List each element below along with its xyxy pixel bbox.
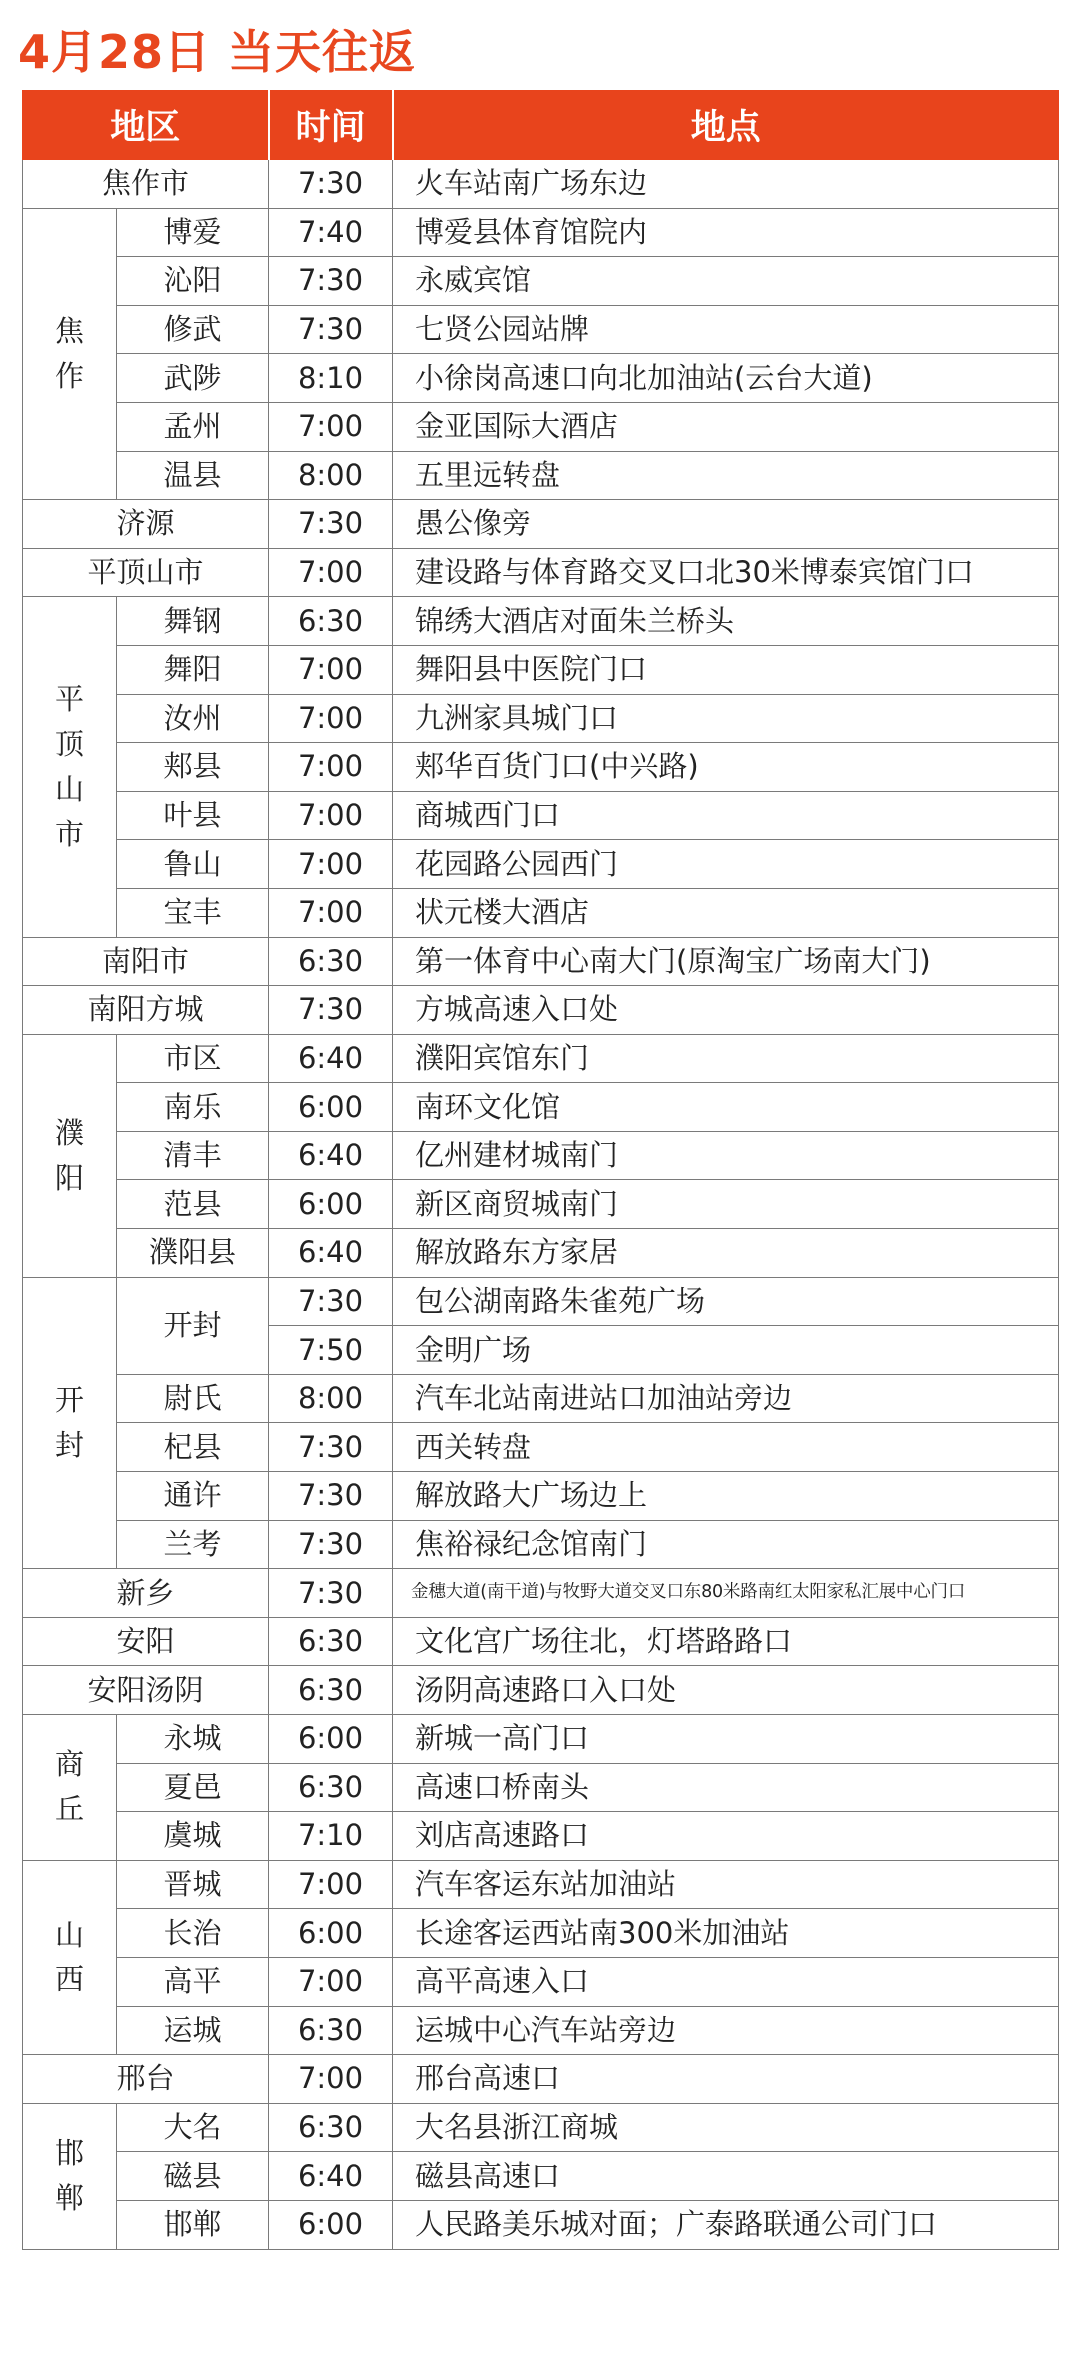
header-time: 时间 <box>269 91 393 160</box>
region-cell: 济源 <box>23 500 269 549</box>
table-row <box>23 2006 1059 2055</box>
place-cell: 新城一高门口 <box>393 1715 1059 1764</box>
time-cell: 7:00 <box>269 645 393 694</box>
subregion-cell: 通许 <box>117 1472 269 1521</box>
place-cell: 解放路东方家居 <box>393 1229 1059 1278</box>
table-row <box>23 645 1059 694</box>
place-cell: 博爱县体育馆院内 <box>393 208 1059 257</box>
time-cell: 7:00 <box>269 1860 393 1909</box>
place-cell: 刘店高速路口 <box>393 1812 1059 1861</box>
subregion-cell: 叶县 <box>117 791 269 840</box>
table-row <box>23 1860 1059 1909</box>
time-cell: 6:30 <box>269 1763 393 1812</box>
time-cell: 7:30 <box>269 986 393 1035</box>
subregion-cell: 温县 <box>117 451 269 500</box>
subregion-cell: 博爱 <box>117 208 269 257</box>
time-cell: 7:30 <box>269 1520 393 1569</box>
place-cell: 邢台高速口 <box>393 2055 1059 2104</box>
subregion-cell: 舞阳 <box>117 645 269 694</box>
table-row <box>23 2055 1059 2104</box>
time-cell: 7:30 <box>269 257 393 306</box>
place-cell: 长途客运西站南300米加油站 <box>393 1909 1059 1958</box>
place-cell: 文化宫广场往北，灯塔路路口 <box>393 1617 1059 1666</box>
subregion-cell: 沁阳 <box>117 257 269 306</box>
table-row <box>23 1277 1059 1326</box>
place-cell: 舞阳县中医院门口 <box>393 645 1059 694</box>
subregion-cell: 濮阳县 <box>117 1229 269 1278</box>
place-cell: 商城西门口 <box>393 791 1059 840</box>
region-cell: 平顶山市 <box>23 548 269 597</box>
place-cell: 汤阴高速路口入口处 <box>393 1666 1059 1715</box>
table-row <box>23 1957 1059 2006</box>
subregion-cell: 尉氏 <box>117 1374 269 1423</box>
table-row <box>23 1180 1059 1229</box>
table-row <box>23 1715 1059 1764</box>
table-row <box>23 160 1059 209</box>
subregion-cell: 鲁山 <box>117 840 269 889</box>
table-row <box>23 354 1059 403</box>
group-label: 山西 <box>54 1917 84 1997</box>
place-cell: 第一体育中心南大门(原淘宝广场南大门) <box>393 937 1059 986</box>
table-row <box>23 257 1059 306</box>
table-row <box>23 1131 1059 1180</box>
time-cell: 7:30 <box>269 1472 393 1521</box>
subregion-cell: 清丰 <box>117 1131 269 1180</box>
place-cell: 花园路公园西门 <box>393 840 1059 889</box>
place-cell: 濮阳宾馆东门 <box>393 1034 1059 1083</box>
time-cell: 6:00 <box>269 1909 393 1958</box>
place-cell: 焦裕禄纪念馆南门 <box>393 1520 1059 1569</box>
time-cell: 7:00 <box>269 743 393 792</box>
table-row <box>23 548 1059 597</box>
group-label: 焦作 <box>54 313 84 393</box>
subregion-cell: 永城 <box>117 1715 269 1764</box>
schedule-table <box>22 90 1059 2250</box>
time-cell: 8:00 <box>269 1374 393 1423</box>
subregion-cell: 汝州 <box>117 694 269 743</box>
time-cell: 6:30 <box>269 937 393 986</box>
time-cell: 7:30 <box>269 500 393 549</box>
time-cell: 6:30 <box>269 2006 393 2055</box>
place-cell: 金亚国际大酒店 <box>393 402 1059 451</box>
time-cell: 6:30 <box>269 2103 393 2152</box>
place-cell: 高平高速入口 <box>393 1957 1059 2006</box>
table-row <box>23 2200 1059 2249</box>
table-header-row <box>23 91 1059 160</box>
place-cell: 五里远转盘 <box>393 451 1059 500</box>
time-cell: 7:00 <box>269 694 393 743</box>
table-row <box>23 402 1059 451</box>
time-cell: 7:10 <box>269 1812 393 1861</box>
time-cell: 6:40 <box>269 1034 393 1083</box>
time-cell: 6:40 <box>269 1229 393 1278</box>
table-row <box>23 500 1059 549</box>
subregion-cell: 邯郸 <box>117 2200 269 2249</box>
place-cell: 愚公像旁 <box>393 500 1059 549</box>
time-cell: 7:40 <box>269 208 393 257</box>
subregion-cell: 大名 <box>117 2103 269 2152</box>
time-cell: 7:50 <box>269 1326 393 1375</box>
table-row <box>23 451 1059 500</box>
time-cell: 7:00 <box>269 791 393 840</box>
subregion-cell: 长治 <box>117 1909 269 1958</box>
place-cell: 郏华百货门口(中兴路) <box>393 743 1059 792</box>
table-row <box>23 986 1059 1035</box>
header-place: 地点 <box>393 91 1059 160</box>
time-cell: 6:40 <box>269 1131 393 1180</box>
group-cell <box>23 597 117 937</box>
table-row <box>23 1666 1059 1715</box>
place-cell: 小徐岗高速口向北加油站(云台大道) <box>393 354 1059 403</box>
subregion-cell: 开封 <box>117 1277 269 1374</box>
region-cell: 安阳汤阴 <box>23 1666 269 1715</box>
place-cell: 解放路大广场边上 <box>393 1472 1059 1521</box>
place-cell: 汽车客运东站加油站 <box>393 1860 1059 1909</box>
place-cell: 金明广场 <box>393 1326 1059 1375</box>
place-cell: 火车站南广场东边 <box>393 160 1059 209</box>
time-cell: 7:30 <box>269 1423 393 1472</box>
table-row <box>23 937 1059 986</box>
time-cell: 7:00 <box>269 2055 393 2104</box>
table-row <box>23 791 1059 840</box>
time-cell: 7:30 <box>269 160 393 209</box>
place-cell: 金穗大道(南干道)与牧野大道交叉口东80米路南红太阳家私汇展中心门口 <box>393 1569 1059 1618</box>
group-label: 商丘 <box>54 1747 84 1827</box>
place-cell: 建设路与体育路交叉口北30米博泰宾馆门口 <box>393 548 1059 597</box>
group-label: 开封 <box>54 1383 84 1462</box>
subregion-cell: 虞城 <box>117 1812 269 1861</box>
page-title: 4月28日 当天往返 <box>18 25 417 79</box>
table-row <box>23 1569 1059 1618</box>
group-cell <box>23 1715 117 1861</box>
table-row <box>23 694 1059 743</box>
place-cell: 西关转盘 <box>393 1423 1059 1472</box>
place-cell: 新区商贸城南门 <box>393 1180 1059 1229</box>
region-cell: 焦作市 <box>23 160 269 209</box>
group-cell <box>23 1034 117 1277</box>
table-row <box>23 888 1059 937</box>
group-cell <box>23 2103 117 2249</box>
time-cell: 7:00 <box>269 548 393 597</box>
place-cell: 汽车北站南进站口加油站旁边 <box>393 1374 1059 1423</box>
table-row <box>23 1763 1059 1812</box>
subregion-cell: 南乐 <box>117 1083 269 1132</box>
table-row <box>23 1229 1059 1278</box>
region-cell: 南阳市 <box>23 937 269 986</box>
table-row <box>23 2152 1059 2201</box>
subregion-cell: 范县 <box>117 1180 269 1229</box>
place-cell: 运城中心汽车站旁边 <box>393 2006 1059 2055</box>
region-cell: 新乡 <box>23 1569 269 1618</box>
subregion-cell: 孟州 <box>117 402 269 451</box>
time-cell: 7:00 <box>269 888 393 937</box>
region-cell: 南阳方城 <box>23 986 269 1035</box>
region-cell: 安阳 <box>23 1617 269 1666</box>
table-row <box>23 1617 1059 1666</box>
subregion-cell: 晋城 <box>117 1860 269 1909</box>
place-cell: 亿州建材城南门 <box>393 1131 1059 1180</box>
table-row <box>23 2103 1059 2152</box>
time-cell: 6:00 <box>269 1715 393 1764</box>
place-cell: 包公湖南路朱雀苑广场 <box>393 1277 1059 1326</box>
time-cell: 7:00 <box>269 402 393 451</box>
subregion-cell: 运城 <box>117 2006 269 2055</box>
subregion-cell: 夏邑 <box>117 1763 269 1812</box>
group-cell <box>23 1860 117 2054</box>
time-cell: 8:10 <box>269 354 393 403</box>
time-cell: 6:00 <box>269 1083 393 1132</box>
group-cell <box>23 1277 117 1569</box>
subregion-cell: 兰考 <box>117 1520 269 1569</box>
table-row <box>23 597 1059 646</box>
time-cell: 6:40 <box>269 2152 393 2201</box>
place-cell: 磁县高速口 <box>393 2152 1059 2201</box>
time-cell: 7:00 <box>269 840 393 889</box>
time-cell: 7:00 <box>269 1957 393 2006</box>
subregion-cell: 杞县 <box>117 1423 269 1472</box>
place-cell: 人民路美乐城对面；广泰路联通公司门口 <box>393 2200 1059 2249</box>
time-cell: 6:00 <box>269 2200 393 2249</box>
table-row <box>23 208 1059 257</box>
place-cell: 高速口桥南头 <box>393 1763 1059 1812</box>
subregion-cell: 磁县 <box>117 2152 269 2201</box>
region-cell: 邢台 <box>23 2055 269 2104</box>
subregion-cell: 舞钢 <box>117 597 269 646</box>
table-row <box>23 1374 1059 1423</box>
table-row <box>23 1812 1059 1861</box>
subregion-cell: 郏县 <box>117 743 269 792</box>
subregion-cell: 武陟 <box>117 354 269 403</box>
place-cell: 南环文化馆 <box>393 1083 1059 1132</box>
header-region: 地区 <box>23 91 269 160</box>
time-cell: 7:30 <box>269 305 393 354</box>
time-cell: 7:30 <box>269 1277 393 1326</box>
table-row <box>23 1472 1059 1521</box>
time-cell: 6:30 <box>269 1617 393 1666</box>
time-cell: 7:30 <box>269 1569 393 1618</box>
subregion-cell: 修武 <box>117 305 269 354</box>
group-label: 邯郸 <box>54 2136 84 2216</box>
time-cell: 8:00 <box>269 451 393 500</box>
time-cell: 6:30 <box>269 1666 393 1715</box>
table-row <box>23 1423 1059 1472</box>
table-row <box>23 1909 1059 1958</box>
table-row <box>23 1034 1059 1083</box>
time-cell: 6:00 <box>269 1180 393 1229</box>
subregion-cell: 高平 <box>117 1957 269 2006</box>
subregion-cell: 宝丰 <box>117 888 269 937</box>
place-cell: 方城高速入口处 <box>393 986 1059 1035</box>
time-cell: 6:30 <box>269 597 393 646</box>
group-label: 平顶山市 <box>54 682 84 851</box>
place-cell: 大名县浙江商城 <box>393 2103 1059 2152</box>
place-cell: 永威宾馆 <box>393 257 1059 306</box>
table-row <box>23 1083 1059 1132</box>
place-cell: 七贤公园站牌 <box>393 305 1059 354</box>
subregion-cell: 市区 <box>117 1034 269 1083</box>
group-cell <box>23 208 117 500</box>
place-cell: 锦绣大酒店对面朱兰桥头 <box>393 597 1059 646</box>
group-label: 濮阳 <box>54 1115 84 1195</box>
table-row <box>23 1520 1059 1569</box>
place-cell: 九洲家具城门口 <box>393 694 1059 743</box>
table-row <box>23 305 1059 354</box>
table-row <box>23 840 1059 889</box>
table-row <box>23 743 1059 792</box>
place-cell: 状元楼大酒店 <box>393 888 1059 937</box>
